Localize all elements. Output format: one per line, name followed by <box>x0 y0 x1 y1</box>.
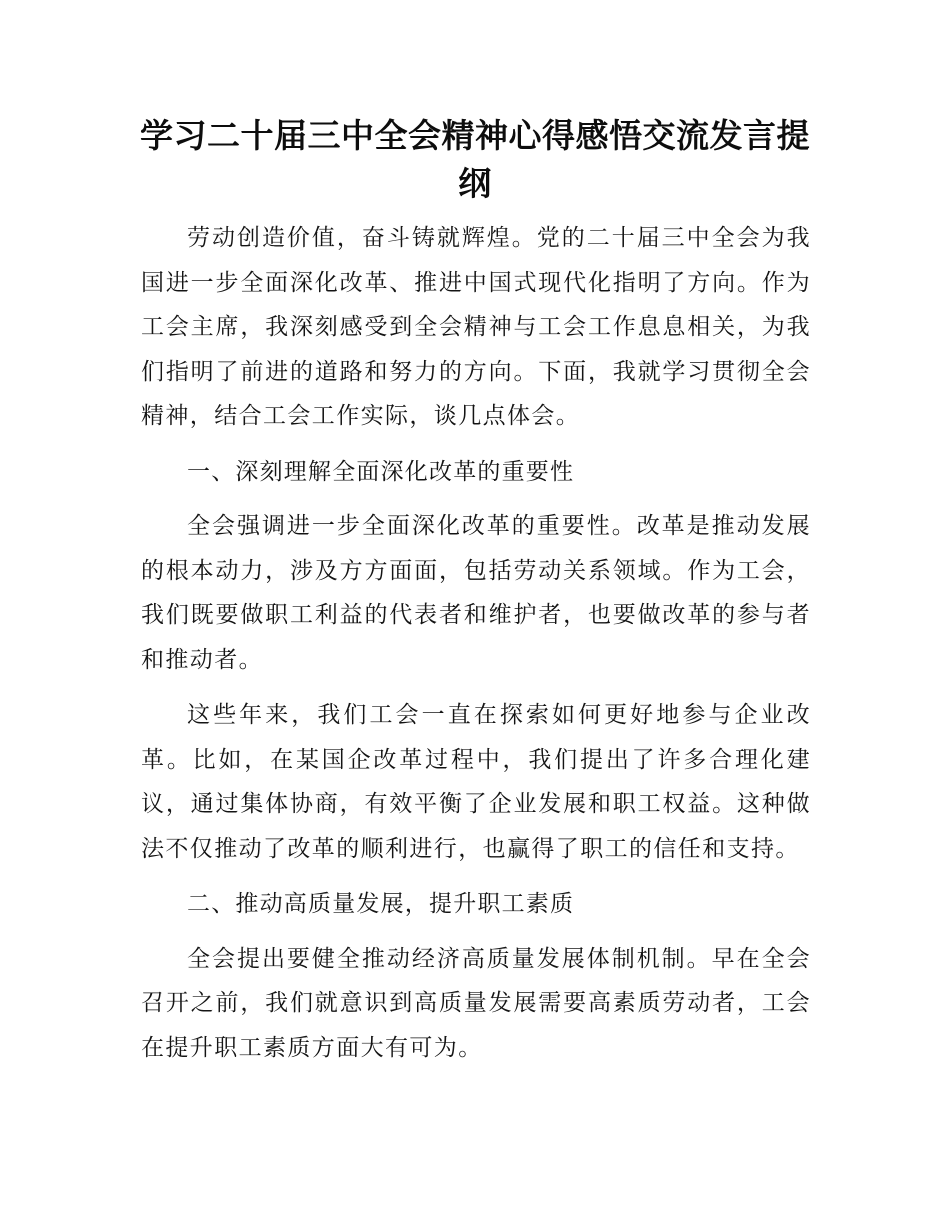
section-heading-2: 二、推动高质量发展，提升职工素质 <box>187 891 575 917</box>
document-title: 学习二十届三中全会精神心得感悟交流发言提纲 <box>140 116 810 203</box>
intro-paragraph: 劳动创造价值，奋斗铸就辉煌。党的二十届三中全会为我国进一步全面深化改革、推进中国式现代化指明了方向。作为工会主席，我深刻感受到全会精神与工会工作息息相关，为我们指明了前进的道路和努力的方向。下面，我就学习贯彻全会精神，结合工会工作实际，谈几点体会。 <box>141 225 811 429</box>
section-heading-1: 一、深刻理解全面深化改革的重要性 <box>187 458 575 485</box>
document-body <box>141 216 811 1081</box>
section-2-paragraph-1: 全会提出要健全推动经济高质量发展体制机制。早在全会召开之前，我们就意识到高质量发展需要高素质劳动者，工会在提升职工素质方面大有可为。 <box>141 945 811 1061</box>
section-1-paragraph-2: 这些年来，我们工会一直在探索如何更好地参与企业改革。比如，在某国企改革过程中，我们提出了许多合理化建议，通过集体协商，有效平衡了企业发展和职工权益。这种做法不仅推动了改革的顺利进行，也赢得了职工的信任和支持。 <box>141 702 811 862</box>
section-1-paragraph-1: 全会强调进一步全面深化改革的重要性。改革是推动发展的根本动力，涉及方方面面，包括劳动关系领域。作为工会，我们既要做职工利益的代表者和维护者，也要做改革的参与者和推动者。 <box>141 513 811 673</box>
